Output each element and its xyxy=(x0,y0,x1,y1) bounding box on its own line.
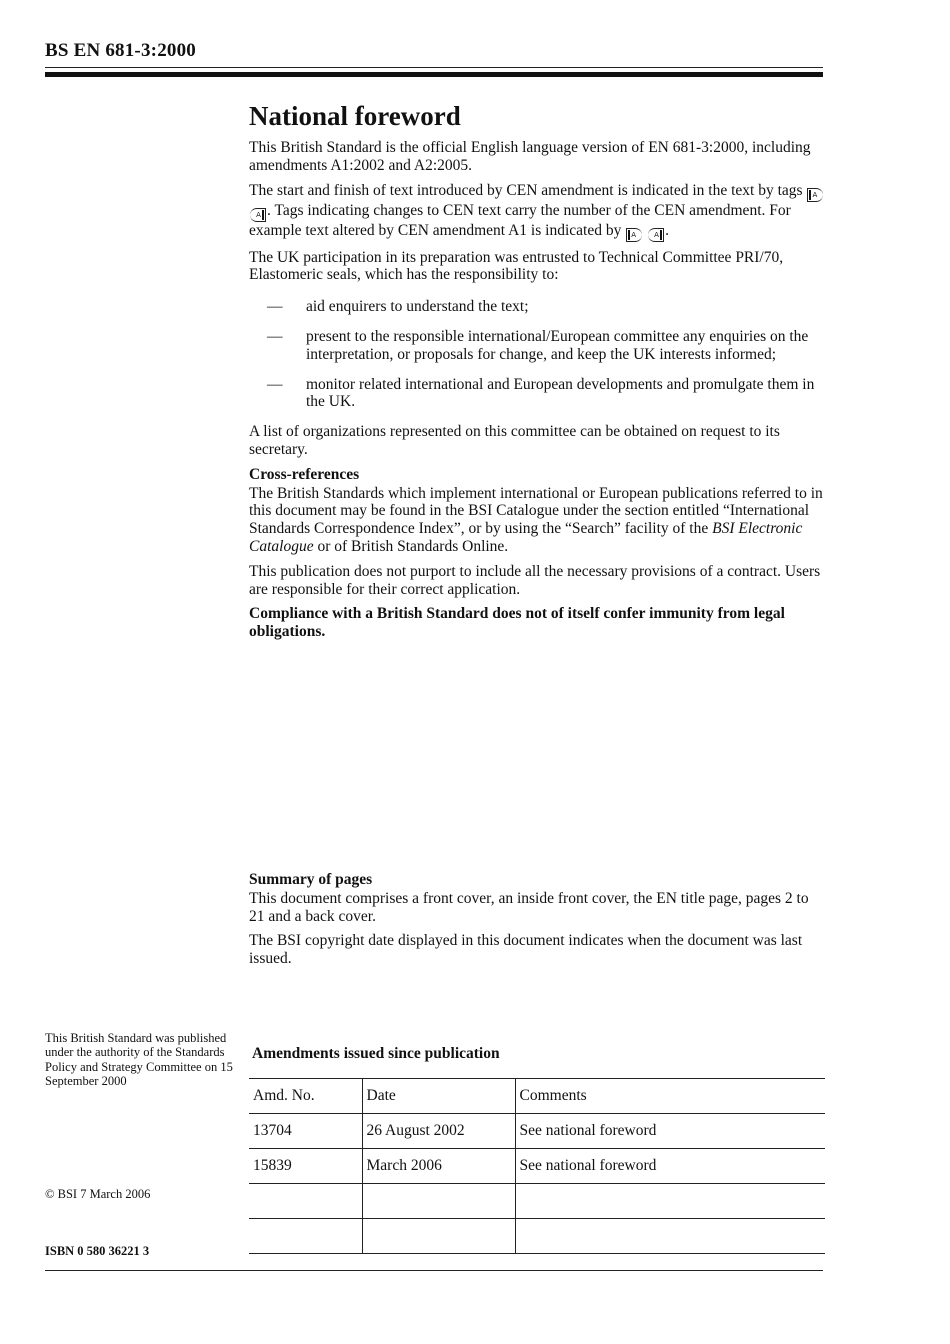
table-header-row xyxy=(249,1079,825,1114)
list-item: — present to the responsible international/European committee any enquiries on the interpretation, or proposals for change, and keep the UK interests informed; xyxy=(267,327,809,363)
amendment-end-tag-icon: A xyxy=(250,208,266,222)
table-cell: See national foreword xyxy=(515,1149,825,1184)
header-cell: Comments xyxy=(515,1079,825,1114)
amendments-heading: Amendments issued since publication xyxy=(252,1045,500,1062)
tags-text-c: . xyxy=(665,221,669,239)
list-item: — aid enquirers to understand the text; xyxy=(267,298,529,316)
amendment-a1-end-tag-icon: A xyxy=(648,228,664,242)
summary-heading: Summary of pages xyxy=(249,871,373,888)
header-thick-rule xyxy=(45,72,823,77)
committee-paragraph: The UK participation in its preparation was entrusted to Technical Committee PRI/70, Elastomeric seals, which has the responsibility to: xyxy=(249,248,784,284)
header-cell: Date xyxy=(362,1079,515,1114)
dash-marker: — xyxy=(267,327,283,345)
national-foreword-section xyxy=(249,100,825,648)
footer-rule xyxy=(45,1270,823,1271)
publication-note: This British Standard was published under the authority of the Standards Policy and Strategy Committee on 15 September 2000 xyxy=(45,1031,233,1089)
page-title: National foreword xyxy=(249,101,461,131)
compliance-paragraph: Compliance with a British Standard does not of itself confer immunity from legal obligations. xyxy=(249,605,785,641)
catalogue-title: BSI Electronic Catalogue xyxy=(249,520,803,555)
table-cell xyxy=(362,1219,515,1254)
header-cell: Amd. No. xyxy=(249,1079,362,1114)
table-cell: 13704 xyxy=(249,1114,362,1149)
summary-of-pages-section xyxy=(249,871,825,975)
isbn: ISBN 0 580 36221 3 xyxy=(45,1244,150,1258)
tags-text-a: The start and finish of text introduced by CEN amendment is indicated in the text by tags xyxy=(249,181,807,199)
header-thin-rule xyxy=(45,67,823,68)
table-cell: See national foreword xyxy=(515,1114,825,1149)
table-cell xyxy=(362,1184,515,1219)
table-row xyxy=(249,1219,825,1254)
table-cell xyxy=(249,1184,362,1219)
copyright-date-paragraph: The BSI copyright date displayed in this document indicates when the document was last issued. xyxy=(249,932,803,968)
copyright-notice: © BSI 7 March 2006 xyxy=(45,1187,151,1201)
amendment-start-tag-icon: A xyxy=(807,188,823,202)
table-cell: 26 August 2002 xyxy=(362,1114,515,1149)
list-item: — monitor related international and European developments and promulgate them in the UK. xyxy=(267,375,815,411)
table-cell xyxy=(249,1219,362,1254)
table-cell xyxy=(515,1184,825,1219)
document-code: BS EN 681-3:2000 xyxy=(45,40,196,61)
organizations-paragraph: A list of organizations represented on this committee can be obtained on request to its secretary. xyxy=(249,423,780,458)
summary-paragraph: This document comprises a front cover, an inside front cover, the EN title page, pages 2 to 21 and a back cover. xyxy=(249,889,809,925)
table-cell: 15839 xyxy=(249,1149,362,1184)
intro-paragraph: This British Standard is the official English language version of EN 681-3:2000, including amendments A1:2002 and A2:2005. xyxy=(249,139,811,174)
cross-references-paragraph: The British Standards which implement international or European publications referred to in this document may be found in the BSI Catalogue under the section entitled “International Standards Correspondence Index”, or by using the “Search” facility of the BSI Electronic Catalogue or of British Standards Online. xyxy=(249,484,823,555)
tags-text-b: . Tags indicating changes to CEN text carry the number of the CEN amendment. For example text altered by CEN amendment A1 is indicated by xyxy=(249,201,791,239)
amendment-a1-start-tag-icon: A xyxy=(626,228,642,242)
dash-marker: — xyxy=(267,298,283,316)
table-cell: March 2006 xyxy=(362,1149,515,1184)
cross-references-heading: Cross-references xyxy=(249,465,360,483)
table-row xyxy=(249,1114,825,1149)
table-row xyxy=(249,1149,825,1184)
table-row xyxy=(249,1184,825,1219)
amendments-table xyxy=(249,1078,825,1254)
table-cell xyxy=(515,1219,825,1254)
tags-paragraph xyxy=(249,182,825,242)
provisions-paragraph: This publication does not purport to include all the necessary provisions of a contract. Users are responsible for their correct application. xyxy=(249,562,821,598)
responsibility-list xyxy=(249,298,825,411)
dash-marker: — xyxy=(267,375,283,393)
